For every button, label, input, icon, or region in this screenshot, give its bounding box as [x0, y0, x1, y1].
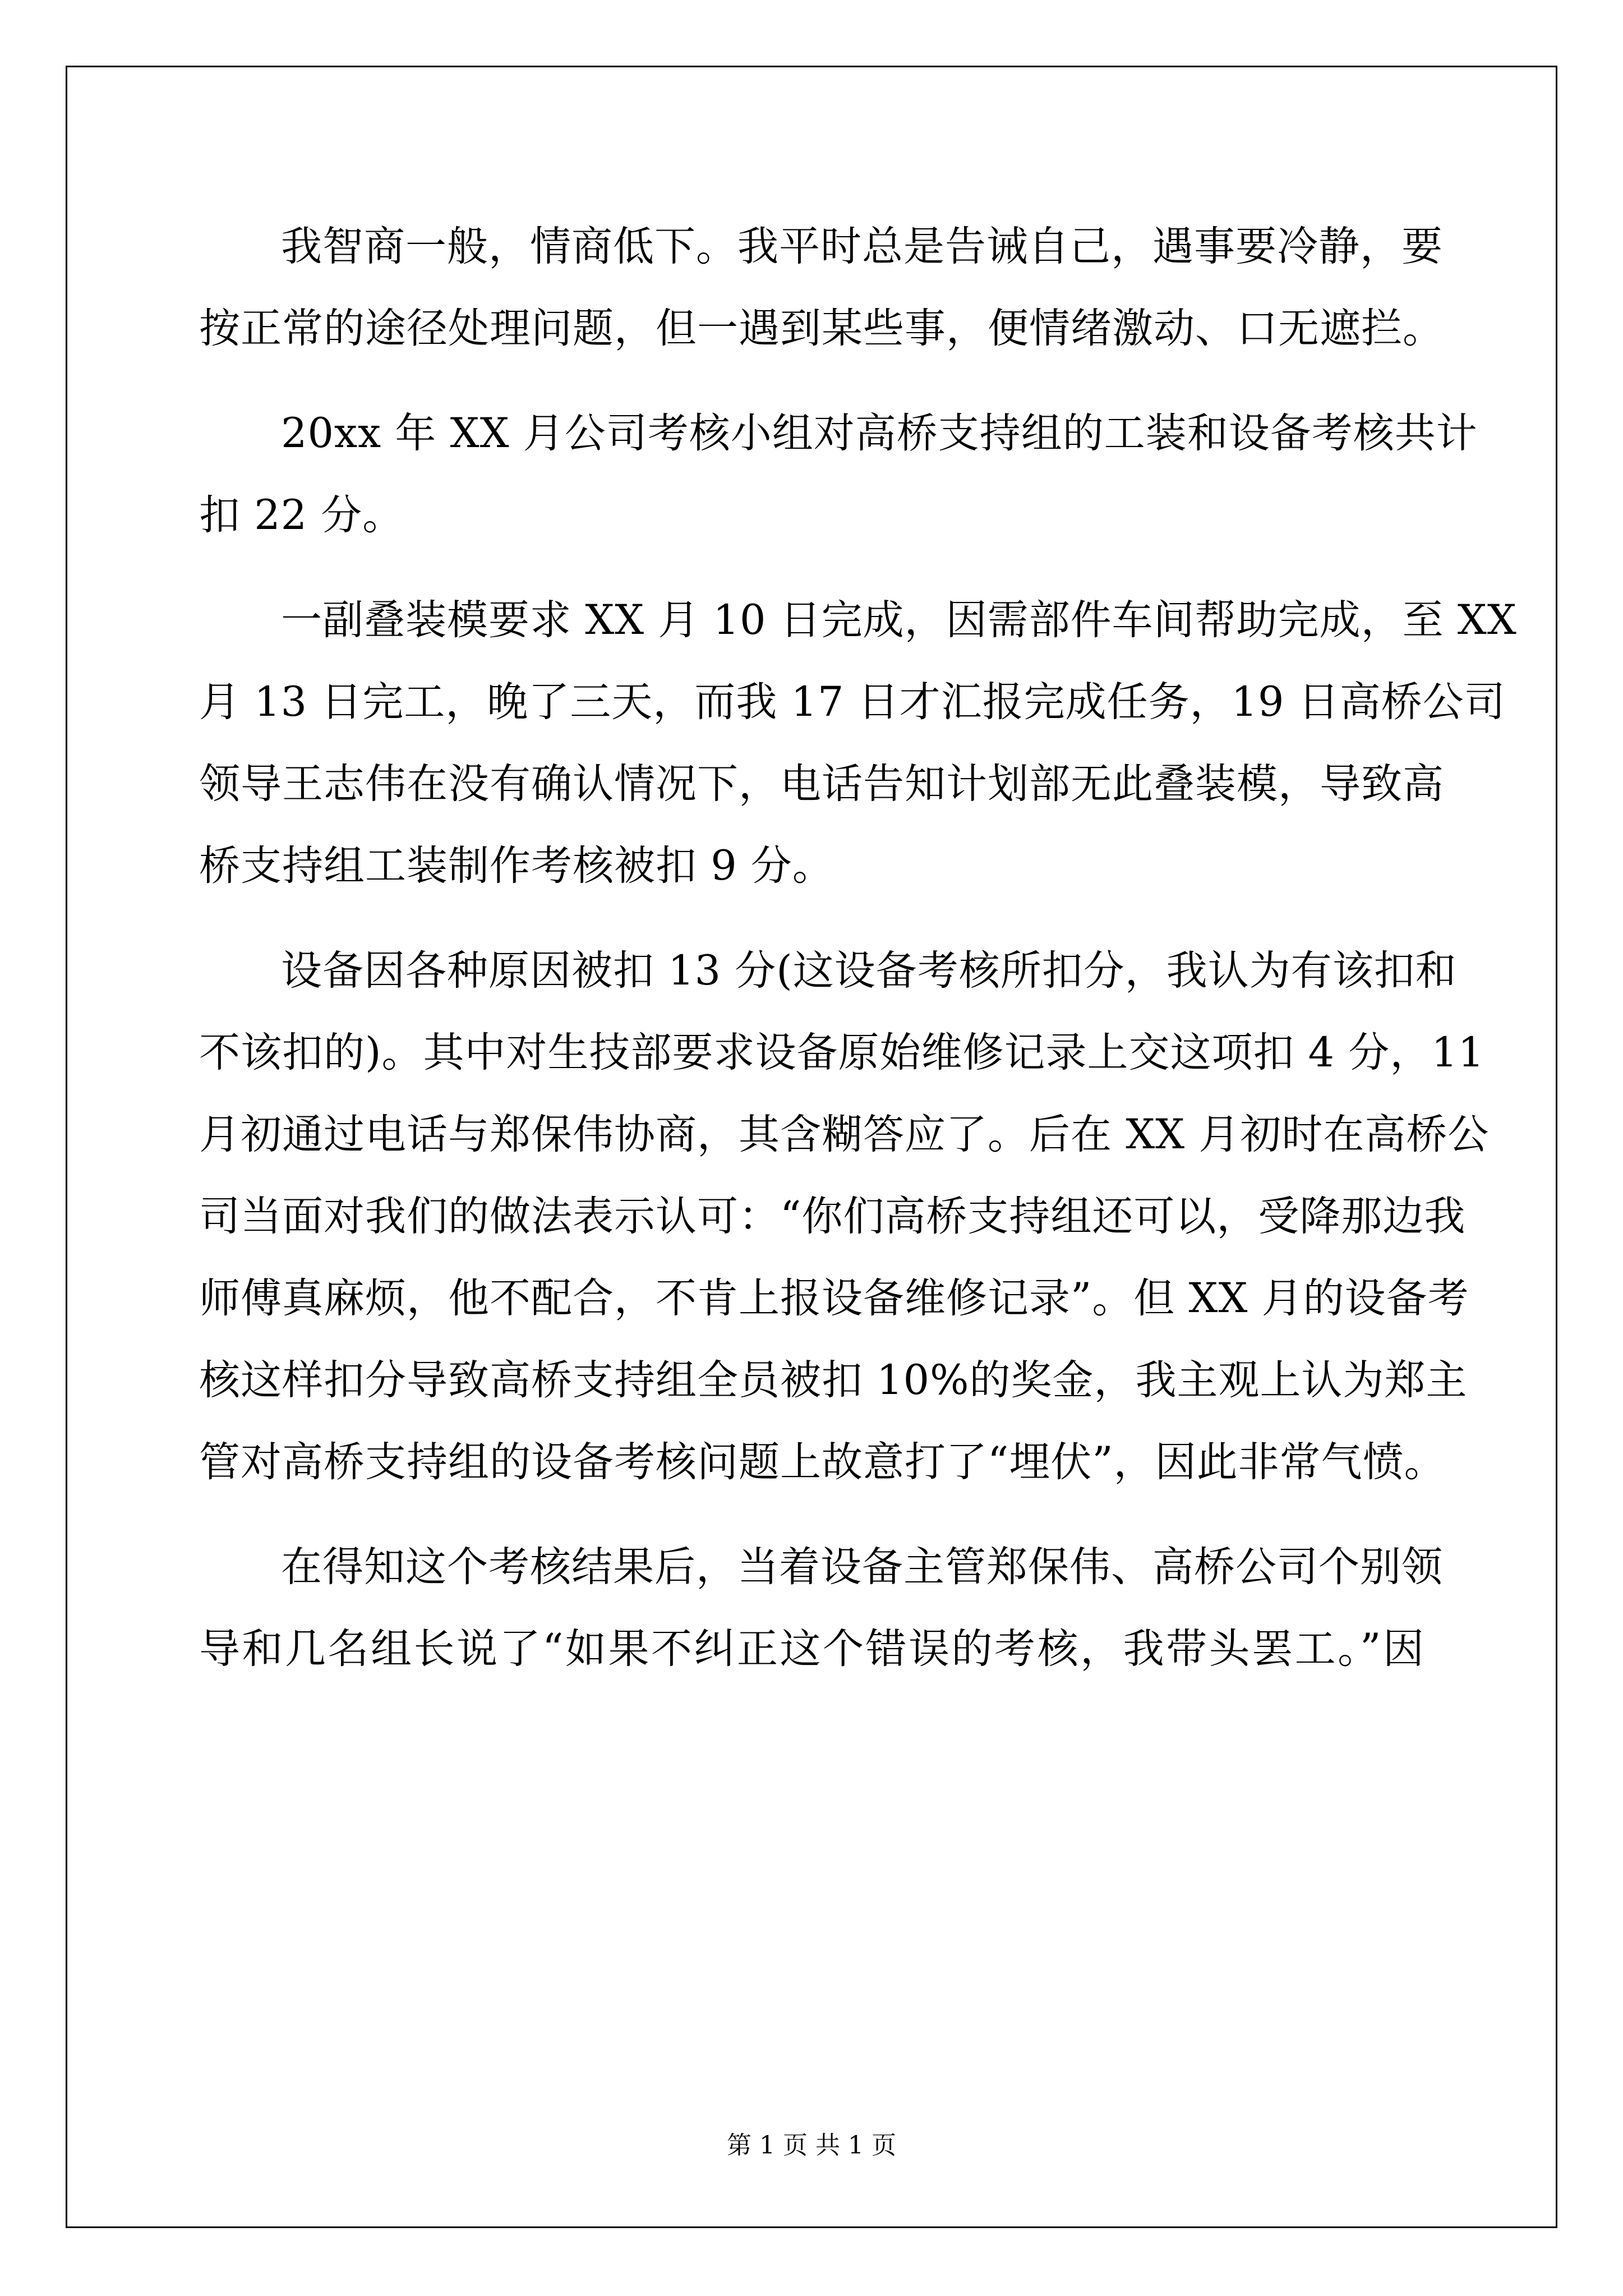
text-line: 桥支持组工装制作考核被扣 9 分。 [199, 842, 834, 890]
text-line: 月初通过电话与郑保伟协商，其含糊答应了。后在 XX 月初时在高桥公 [199, 1111, 1490, 1158]
text-line: 核这样扣分导致高桥支持组全员被扣 10%的奖金，我主观上认为郑主 [199, 1356, 1468, 1404]
document-body [199, 206, 1517, 1690]
text-line: 管对高桥支持组的设备考核问题上故意打了“埋伏”，因此非常气愤。 [199, 1438, 1446, 1486]
paragraph [199, 930, 1490, 1503]
paragraph [199, 1526, 1443, 1690]
paragraph [199, 579, 1517, 907]
text-line: 扣 22 分。 [199, 491, 404, 539]
text-line: 师傅真麻烦，他不配合，不肯上报设备维修记录”。但 XX 月的设备考 [199, 1274, 1469, 1322]
text-line: 不该扣的)。其中对生技部要求设备原始维修记录上交这项扣 4 分，11 [199, 1029, 1485, 1076]
text-line: 按正常的途径处理问题，但一遇到某些事，便情绪激动、口无遮拦。 [199, 305, 1444, 352]
text-line: 月 13 日完工，晚了三天，而我 17 日才汇报完成任务，19 日高桥公司 [199, 678, 1506, 726]
paragraph [199, 393, 1478, 556]
page-number-footer: 第 1 页 共 1 页 [727, 2131, 896, 2160]
text-line: 20xx 年 XX 月公司考核小组对高桥支持组的工装和设备考核共计 [281, 409, 1478, 457]
text-line: 司当面对我们的做法表示认可：“你们高桥支持组还可以，受降那边我 [199, 1193, 1466, 1240]
text-line: 导和几名组长说了“如果不纠正这个错误的考核，我带头罢工。”因 [199, 1625, 1424, 1673]
text-line: 一副叠装模要求 XX 月 10 日完成，因需部件车间帮助完成，至 XX [281, 596, 1517, 644]
text-line: 在得知这个考核结果后，当着设备主管郑保伟、高桥公司个别领 [281, 1543, 1443, 1591]
paragraph [199, 206, 1444, 370]
text-line: 设备因各种原因被扣 13 分(这设备考核所扣分，我认为有该扣和 [281, 947, 1457, 995]
text-line: 我智商一般，情商低下。我平时总是告诫自己，遇事要冷静，要 [281, 223, 1443, 270]
text-line: 领导王志伟在没有确认情况下，电话告知计划部无此叠装模，导致高 [199, 760, 1444, 808]
